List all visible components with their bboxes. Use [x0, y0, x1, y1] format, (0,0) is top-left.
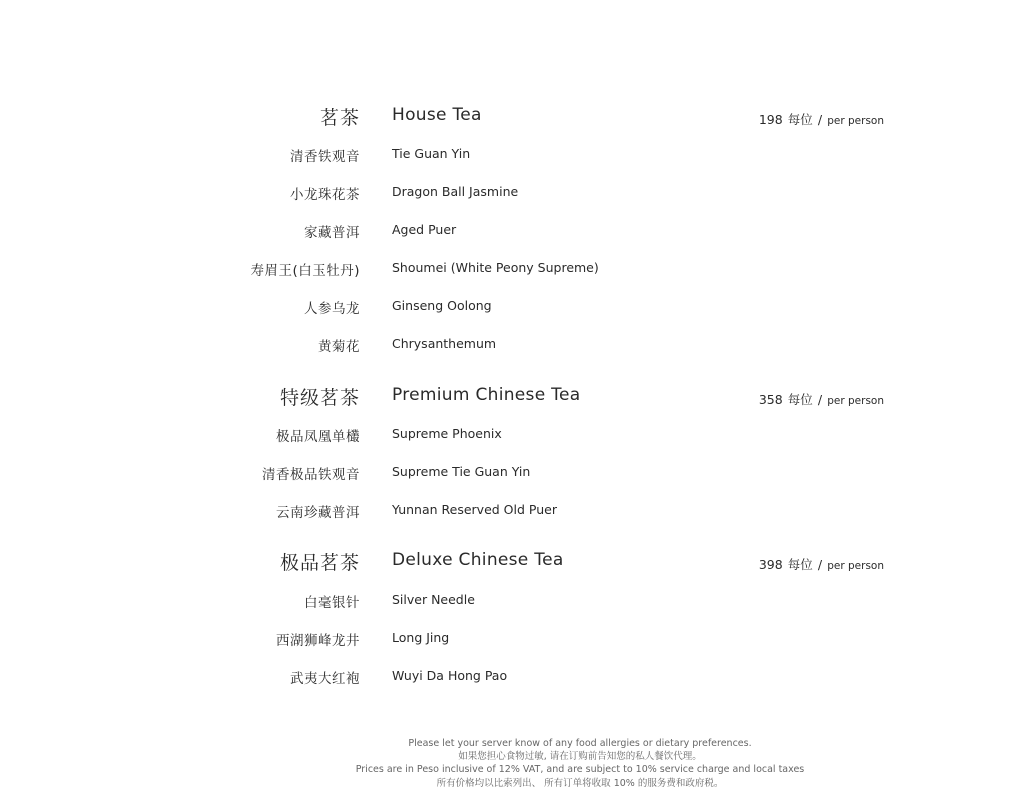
item-name-en: Wuyi Da Hong Pao — [392, 668, 508, 683]
price-separator: / — [817, 112, 823, 127]
price-amount: 398 — [758, 557, 783, 572]
price-unit-zh: 每位 — [787, 557, 813, 572]
price-unit-en: per person — [827, 395, 884, 407]
item-name-zh: 家藏普洱 — [304, 225, 360, 241]
section-title-en: Deluxe Chinese Tea — [392, 550, 564, 570]
item-name-en: Tie Guan Yin — [392, 146, 471, 161]
price-unit-en: per person — [827, 560, 884, 572]
item-name-en: Aged Puer — [392, 222, 457, 237]
section-title-en: Premium Chinese Tea — [392, 385, 581, 405]
item-name-en: Silver Needle — [392, 592, 475, 607]
price-unit-en: per person — [827, 115, 884, 127]
item-name-zh: 清香极品铁观音 — [262, 467, 360, 483]
item-name-en: Shoumei (White Peony Supreme) — [392, 260, 599, 275]
section-price — [759, 109, 884, 128]
item-name-zh: 白毫银针 — [304, 595, 360, 611]
item-name-zh: 黄菊花 — [318, 339, 360, 355]
item-name-zh: 小龙珠花茶 — [290, 187, 360, 203]
price-amount: 358 — [758, 392, 783, 407]
item-name-zh: 西湖狮峰龙井 — [276, 633, 360, 649]
item-name-en: Chrysanthemum — [392, 336, 497, 351]
price-amount: 198 — [758, 112, 783, 127]
footer-notes — [330, 737, 830, 790]
section-title-en: House Tea — [392, 105, 482, 125]
item-name-zh: 武夷大红袍 — [290, 671, 360, 687]
item-name-zh: 极品凤凰单欉 — [276, 429, 360, 445]
section-price — [759, 389, 884, 408]
item-name-zh: 人参乌龙 — [304, 301, 360, 317]
item-name-en: Supreme Phoenix — [392, 426, 502, 441]
price-unit-zh: 每位 — [787, 112, 813, 127]
allergy-note-zh: 如果您担心食物过敏, 请在订购前告知您的私人餐饮代理。 — [458, 751, 702, 763]
item-name-zh: 寿眉王(白玉牡丹) — [250, 263, 360, 279]
section-price — [759, 554, 884, 573]
section-title-zh: 极品茗茶 — [279, 552, 360, 574]
item-name-en: Long Jing — [392, 630, 450, 645]
item-name-en: Ginseng Oolong — [392, 298, 492, 313]
allergy-note-en: Please let your server know of any food allergies or dietary preferences. — [408, 738, 752, 749]
tax-note-zh: 所有价格均以比索列出、 所有订单将收取 10% 的服务费和政府税。 — [436, 777, 724, 789]
item-name-zh: 清香铁观音 — [290, 149, 360, 165]
section-title-zh: 茗茶 — [319, 107, 360, 129]
section-title-zh: 特级茗茶 — [279, 387, 360, 409]
price-separator: / — [817, 392, 823, 407]
item-name-en: Supreme Tie Guan Yin — [392, 464, 531, 479]
item-name-en: Dragon Ball Jasmine — [392, 184, 519, 199]
item-name-en: Yunnan Reserved Old Puer — [392, 502, 557, 517]
price-unit-zh: 每位 — [787, 392, 813, 407]
price-separator: / — [817, 557, 823, 572]
item-name-zh: 云南珍藏普洱 — [276, 505, 360, 521]
tax-note-en: Prices are in Peso inclusive of 12% VAT, and are subject to 10% service charge and local taxes — [355, 764, 805, 776]
